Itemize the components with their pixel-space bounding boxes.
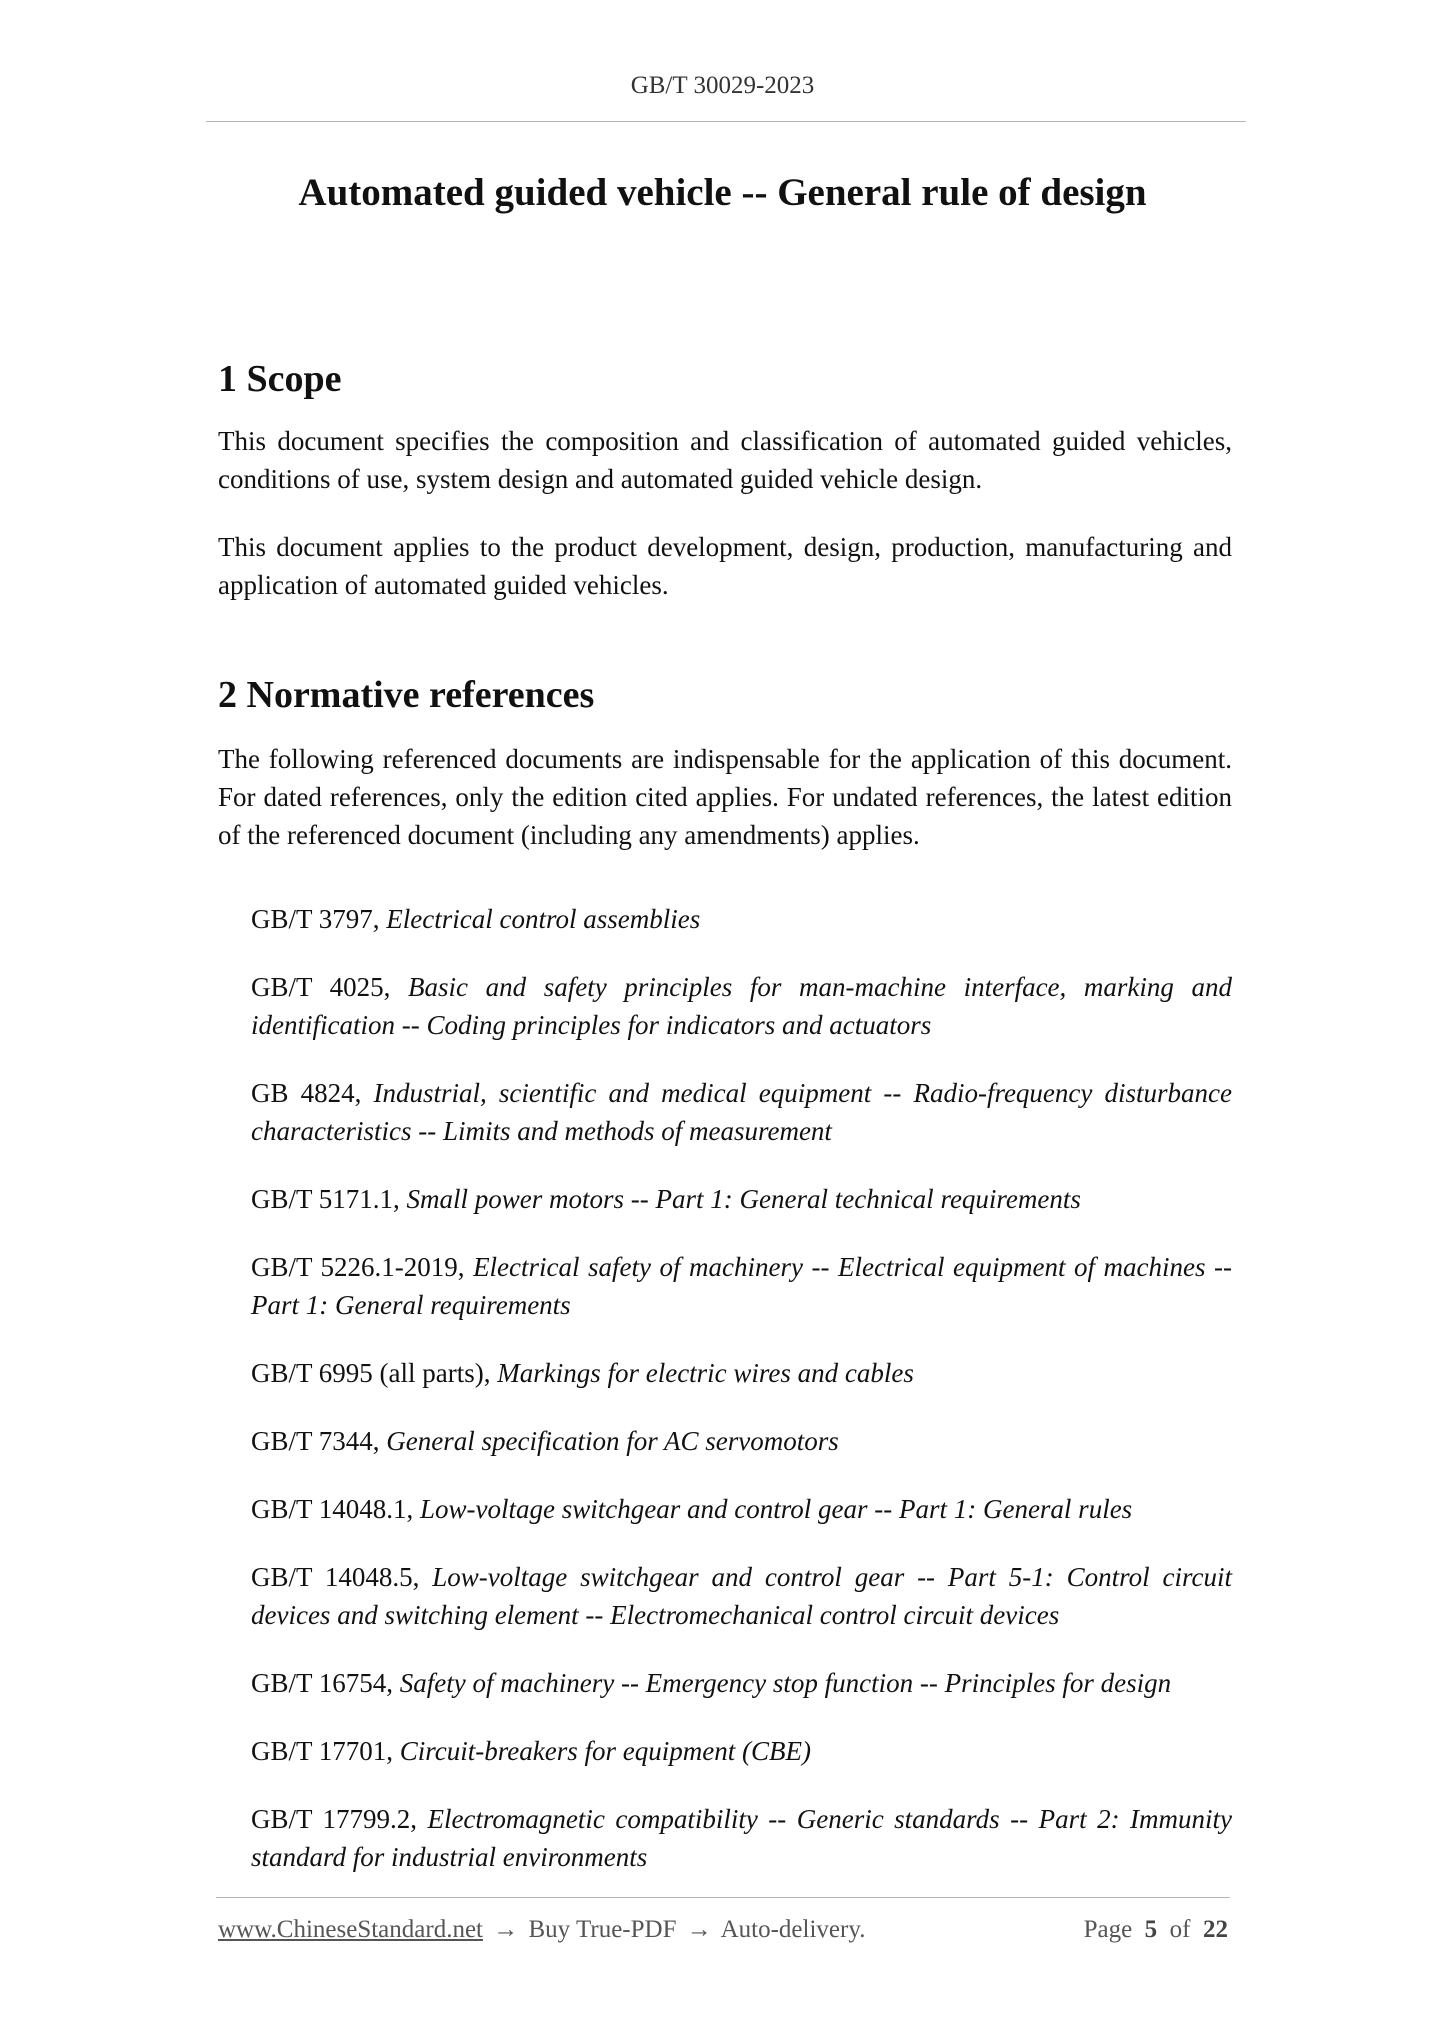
reference-item [251,1354,1232,1392]
reference-title: General specification for AC servomotors [386,1426,839,1456]
reference-item [251,1732,1232,1770]
footer-divider [216,1897,1230,1898]
reference-code: GB/T 14048.1, [251,1494,414,1524]
reference-title: Small power motors -- Part 1: General technical requirements [406,1184,1081,1214]
reference-item [251,1248,1232,1324]
page-number [1084,1916,1228,1944]
reference-code: GB/T 7344, [251,1426,380,1456]
reference-code: GB/T 16754, [251,1668,394,1698]
header-divider [206,121,1246,122]
header-standard-code: GB/T 30029-2023 [630,72,815,99]
delivery-text: Auto-delivery. [720,1916,866,1943]
reference-code: GB/T 5226.1-2019, [251,1252,465,1282]
reference-item [251,1074,1232,1150]
reference-list [251,900,1232,1906]
reference-item [251,968,1232,1044]
reference-code: GB/T 5171.1, [251,1184,400,1214]
page-total: 22 [1203,1916,1228,1943]
reference-code: GB/T 4025, [251,972,391,1002]
page-footer [218,1916,1228,1944]
reference-title: Low-voltage switchgear and control gear -- Part 1: General rules [420,1494,1133,1524]
reference-code: GB/T 17701, [251,1736,394,1766]
scope-paragraph-2: This document applies to the product development, design, production, manufacturing and application of automated guided vehicles. [218,532,1232,600]
reference-title: Markings for electric wires and cables [497,1358,914,1388]
section-heading-scope: 1 Scope [218,358,342,400]
reference-item [251,900,1232,938]
reference-code: GB/T 14048.5, [251,1562,420,1592]
reference-title: Electrical safety of machinery -- Electrical equipment of machines -- Part 1: General requirements [251,1252,1233,1320]
reference-code: GB 4824, [251,1078,362,1108]
reference-title: Electrical control assemblies [386,904,701,934]
reference-title: Circuit-breakers for equipment (CBE) [399,1736,811,1766]
reference-item [251,1180,1232,1218]
buy-pdf-text: Buy True-PDF [528,1916,677,1943]
reference-title: Safety of machinery -- Emergency stop function -- Principles for design [399,1668,1172,1698]
section-heading-normative-references: 2 Normative references [218,674,595,716]
reference-item [251,1558,1232,1634]
reference-item [251,1422,1232,1460]
page-current: 5 [1144,1916,1158,1943]
reference-title: Electromagnetic compatibility -- Generic standards -- Part 2: Immunity standard for industrial environments [251,1804,1233,1872]
reference-code: GB/T 6995 (all parts), [251,1358,491,1388]
site-link[interactable]: www.ChineseStandard.net [218,1916,483,1943]
reference-item [251,1800,1232,1876]
scope-paragraph-1: This document specifies the composition and classification of automated guided vehicles, conditions of use, system design and automated guided vehicle design. [218,426,1232,494]
reference-item [251,1664,1232,1702]
reference-title: Low-voltage switchgear and control gear -- Part 5-1: Control circuit devices and switching element -- Electromechanical control circuit devices [251,1562,1233,1630]
normative-intro-paragraph: The following referenced documents are indispensable for the application of this document. For dated references, only the edition cited applies. For undated references, the latest edition of the referenced document (including any amendments) applies. [218,744,1232,850]
reference-code: GB/T 3797, [251,904,380,934]
of-word: of [1169,1916,1191,1943]
reference-title: Industrial, scientific and medical equipment -- Radio-frequency disturbance characteristics -- Limits and methods of measurement [251,1078,1233,1146]
reference-title: Basic and safety principles for man-machine interface, marking and identification -- Coding principles for indicators and actuators [251,972,1233,1040]
document-title: Automated guided vehicle -- General rule of design [298,171,1147,214]
reference-item [251,1490,1232,1528]
arrow-right-icon: → [686,1916,712,1943]
arrow-right-icon: → [493,1916,519,1943]
reference-code: GB/T 17799.2, [251,1804,417,1834]
page-word: Page [1083,1916,1133,1943]
